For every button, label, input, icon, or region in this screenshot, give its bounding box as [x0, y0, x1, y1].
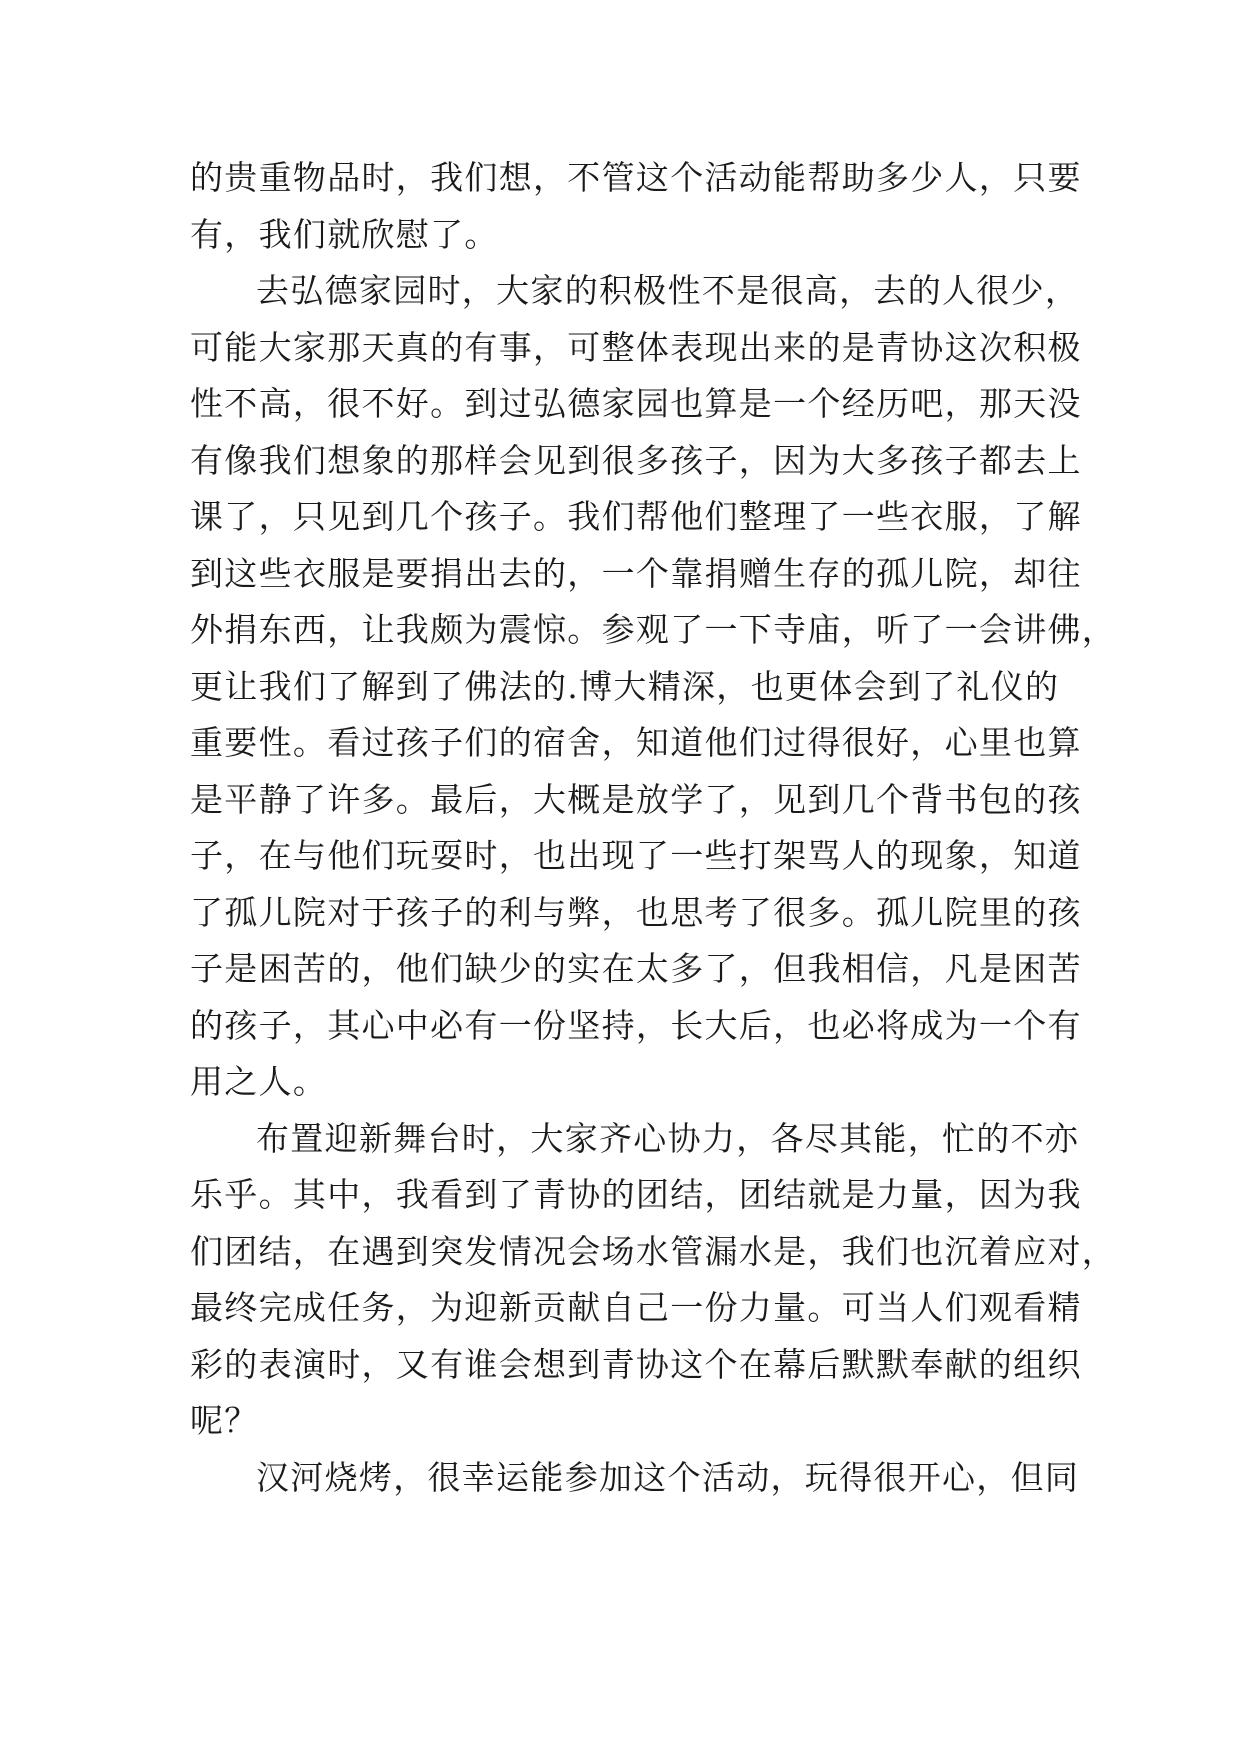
text-line: 用之人。: [190, 1062, 328, 1101]
text-line: 最终完成任务，为迎新贡献自己一份力量。可当人们观看精: [190, 1288, 1082, 1327]
text-line: 彩的表演时，又有谁会想到青协这个在幕后默默奉献的组织: [190, 1344, 1082, 1384]
text-line: 到这些衣服是要捐出去的，一个靠捐赠生存的孤儿院，却往: [190, 553, 1082, 593]
text-line: 子是困苦的，他们缺少的实在太多了，但我相信，凡是困苦: [190, 949, 1082, 988]
text-line: 更让我们了解到了佛法的.博大精深，也更体会到了礼仪的: [190, 666, 1060, 706]
text-line: 有，我们就欣慰了。: [190, 214, 499, 254]
text-line: 外捐东西，让我颇为震惊。参观了一下寺庙，听了一会讲佛，: [190, 610, 1117, 649]
text-line: 呢？: [190, 1401, 259, 1440]
text-line: 了孤儿院对于孩子的利与弊，也思考了很多。孤儿院里的孩: [190, 892, 1082, 932]
text-line: 的贵重物品时，我们想，不管这个活动能帮助多少人，只要: [190, 158, 1082, 197]
text-line: 课了，只见到几个孩子。我们帮他们整理了一些衣服，了解: [190, 497, 1082, 536]
text-line: 重要性。看过孩子们的宿舍，知道他们过得很好，心里也算: [190, 723, 1082, 762]
text-line: 有像我们想象的那样会见到很多孩子，因为大多孩子都去上: [190, 440, 1082, 480]
paragraph-start-line: 汉河烧烤，很幸运能参加这个活动，玩得很开心，但同: [256, 1457, 1080, 1497]
paragraph-start-line: 布置迎新舞台时，大家齐心协力，各尽其能，忙的不亦: [256, 1118, 1080, 1158]
text-line: 乐乎。其中，我看到了青协的团结，团结就是力量，因为我: [190, 1175, 1082, 1214]
text-line: 们团结，在遇到突发情况会场水管漏水是，我们也沉着应对，: [190, 1231, 1117, 1271]
text-line: 是平静了许多。最后，大概是放学了，见到几个背书包的孩: [190, 779, 1082, 819]
text-line: 的孩子，其心中必有一份坚持，长大后，也必将成为一个有: [190, 1005, 1082, 1045]
text-line: 可能大家那天真的有事，可整体表现出来的是青协这次积极: [190, 327, 1082, 367]
document-body: [190, 150, 1117, 1506]
paragraph-start-line: 去弘德家园时，大家的积极性不是很高，去的人很少，: [256, 271, 1080, 310]
text-line: 子，在与他们玩耍时，也出现了一些打架骂人的现象，知道: [190, 836, 1082, 875]
text-line: 性不高，很不好。到过弘德家园也算是一个经历吧，那天没: [190, 384, 1082, 423]
